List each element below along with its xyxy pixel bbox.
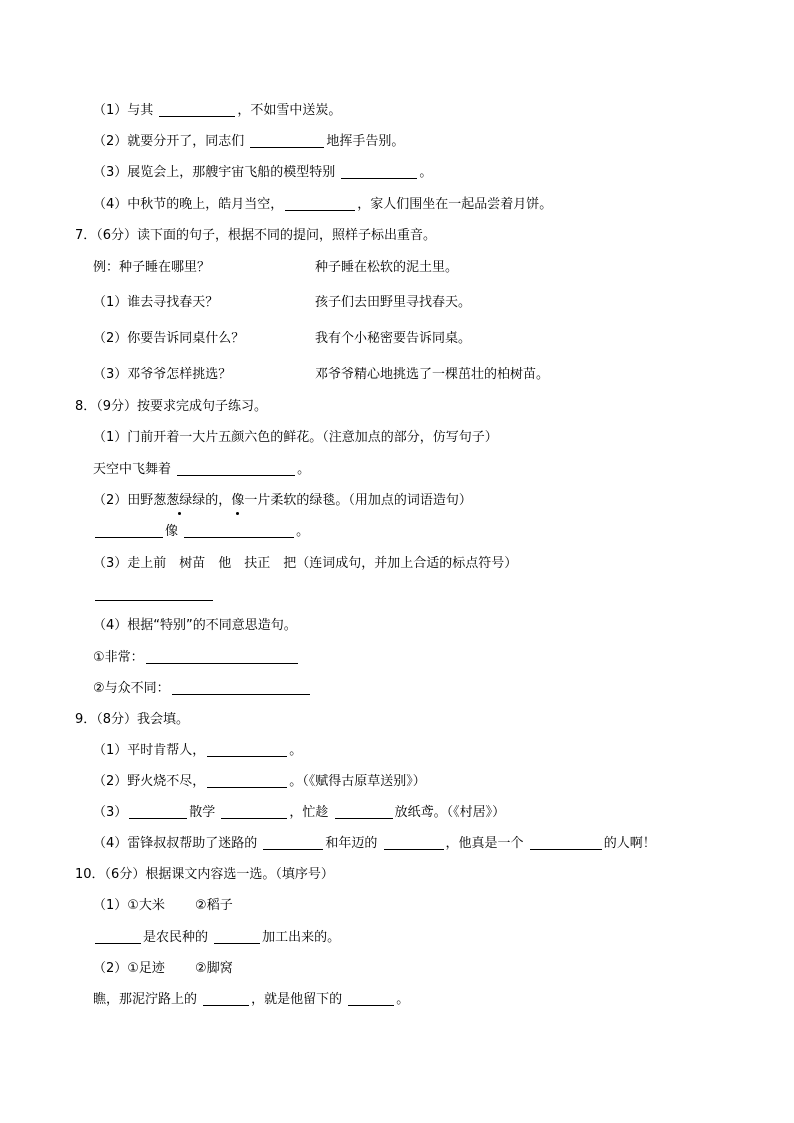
q9-item-4: （4）雷锋叔叔帮助了迷路的 和年迈的 ，他真是一个 的人啊！ <box>93 836 656 851</box>
q8-item-2: （2）田野葱葱绿绿的，像一片柔软的绿毯。（用加点的词语造句） <box>93 493 472 508</box>
answer-blank[interactable] <box>348 992 394 1006</box>
q6-item-2: （2）就要分开了，同志们 地挥手告别。 <box>93 134 405 149</box>
answer-blank[interactable] <box>207 774 287 788</box>
answer-blank[interactable] <box>285 197 355 211</box>
q7-item-3-answer[interactable]: 邓爷爷精心地挑选了一棵茁壮的柏树苗。 <box>315 367 550 382</box>
q7-title: 7．（6分）读下面的句子，根据不同的提问，照样子标出重音。 <box>75 228 437 243</box>
q7-item-1-answer[interactable]: 孩子们去田野里寻找春天。 <box>315 295 472 310</box>
answer-blank[interactable] <box>159 103 235 117</box>
q8-item-1-fill: 天空中飞舞着 。 <box>93 462 311 477</box>
q9-item-1: （1）平时肯帮人， 。 <box>93 743 303 758</box>
q8-item-1: （1）门前开着一大片五颜六色的鲜花。（注意加点的部分，仿写句子） <box>93 430 498 445</box>
q8-title: 8．（9分）按要求完成句子练习。 <box>75 399 268 414</box>
dotted-emphasis: 五颜六色 <box>218 430 271 445</box>
q7-item-2-answer[interactable]: 我有个小秘密要告诉同桌。 <box>315 331 472 346</box>
q7-example-ask: 例：种子睡在哪里？ <box>93 260 211 275</box>
answer-blank[interactable] <box>129 805 187 819</box>
dotted-emphasis: 像 <box>231 493 245 508</box>
q8-item-4-b: ②与众不同： <box>93 680 312 698</box>
q10-item-1-sentence: 是农民种的 加工出来的。 <box>93 929 340 947</box>
q6-item-4: （4）中秋节的晚上，皓月当空， ，家人们围坐在一起品尝着月饼。 <box>93 197 553 212</box>
answer-blank[interactable] <box>335 805 393 819</box>
answer-blank[interactable] <box>530 836 602 850</box>
answer-blank[interactable] <box>250 134 324 148</box>
q9-item-2: （2）野火烧不尽， 。（《赋得古原草送别》） <box>93 774 426 789</box>
q8-item-2-fill: 像 。 <box>93 523 309 541</box>
answer-blank[interactable] <box>214 930 260 944</box>
answer-blank[interactable] <box>341 165 417 179</box>
q9-item-3: （3） 散学 ，忙趁 放纸鸢。（《村居》） <box>93 805 506 820</box>
q8-item-3-fill <box>93 586 215 604</box>
answer-blank[interactable] <box>95 930 141 944</box>
answer-blank[interactable] <box>146 650 298 664</box>
q10-item-2-options: （2）①足迹 ②脚窝 <box>93 961 233 976</box>
q10-item-1-options: （1）①大米 ②稻子 <box>93 898 233 913</box>
q7-item-3-ask: （3）邓爷爷怎样挑选？ <box>93 367 232 382</box>
q10-title: 10．（6分）根据课文内容选一选。（填序号） <box>75 867 334 882</box>
answer-blank[interactable] <box>172 681 310 695</box>
q8-item-4-a: ①非常： <box>93 649 300 667</box>
answer-blank[interactable] <box>95 587 213 601</box>
answer-blank[interactable] <box>203 992 249 1006</box>
q8-item-4: （4）根据“特别”的不同意思造句。 <box>93 618 297 633</box>
answer-blank[interactable] <box>207 743 287 757</box>
q7-example-answer: 种子睡在松软的泥土里。 <box>315 260 459 275</box>
dotted-emphasis: 葱葱绿绿 <box>153 493 206 508</box>
q9-title: 9．（8分）我会填。 <box>75 712 190 727</box>
stress-mark-text: 松软的泥土里 <box>367 260 446 275</box>
q6-item-1: （1）与其 ，不如雪中送炭。 <box>93 103 342 118</box>
q7-item-1-ask: （1）谁去寻找春天？ <box>93 295 219 310</box>
answer-blank[interactable] <box>184 524 294 538</box>
q7-item-2-ask: （2）你要告诉同桌什么？ <box>93 331 245 346</box>
answer-blank[interactable] <box>95 524 163 538</box>
q10-item-2-sentence: 瞧，那泥泞路上的 ，就是他留下的 。 <box>93 992 410 1007</box>
answer-blank[interactable] <box>384 836 444 850</box>
q8-item-3: （3）走上前 树苗 他 扶正 把（连词成句，并加上合适的标点符号） <box>93 556 518 571</box>
answer-blank[interactable] <box>263 836 323 850</box>
q6-item-3: （3）展览会上，那艘宇宙飞船的模型特别 。 <box>93 165 433 180</box>
answer-blank[interactable] <box>177 462 295 476</box>
answer-blank[interactable] <box>221 805 287 819</box>
